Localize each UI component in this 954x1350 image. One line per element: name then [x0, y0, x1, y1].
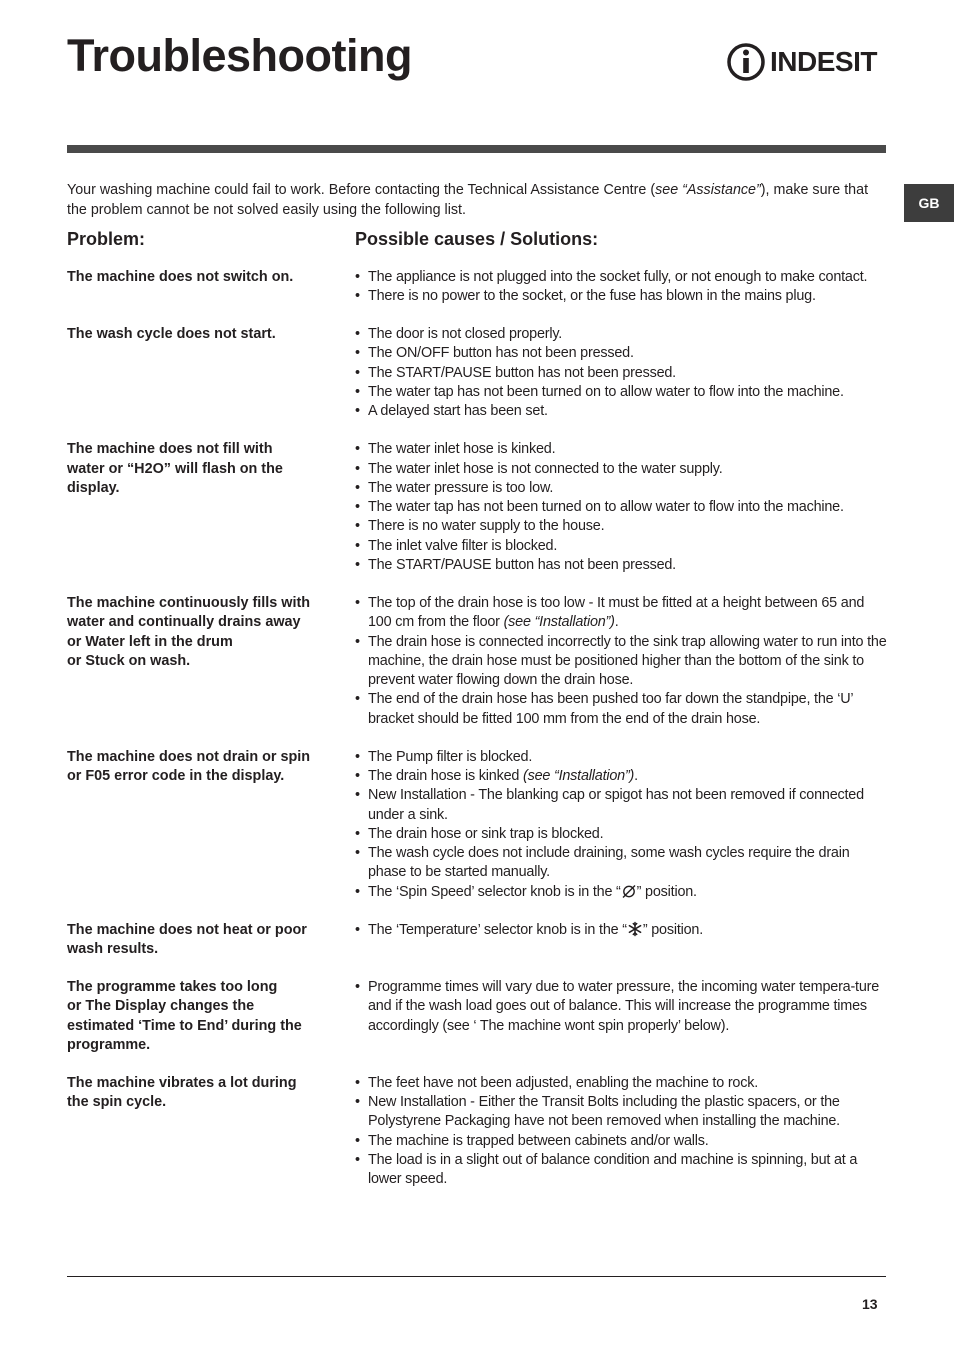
cause-item: [355, 767, 887, 786]
causes-list: [355, 440, 887, 575]
cause-item: [355, 825, 887, 844]
cause-text: The water tap has not been turned on to allow water to flow into the machine.: [368, 499, 844, 516]
cause-text: The drain hose is kinked: [368, 767, 523, 784]
causes-list: [355, 978, 887, 1055]
cause-text: The wash cycle does not include draining, some wash cycles require the drain phase to be started manually.: [368, 845, 850, 881]
problem-text: The wash cycle does not start.: [67, 326, 276, 343]
cause-text: The START/PAUSE button has not been pressed.: [368, 557, 676, 574]
header-rule: [67, 145, 886, 153]
cause-text: The START/PAUSE button has not been pressed.: [368, 364, 676, 381]
cause-text: The appliance is not plugged into the socket fully, or not enough to make contact.: [368, 269, 868, 285]
cause-item: [355, 287, 887, 306]
cause-text: New Installation - The blanking cap or spigot has not been removed if connected under a sink.: [368, 787, 864, 823]
cause-text: The feet have not been adjusted, enabling the machine to rock.: [368, 1074, 759, 1091]
cause-item: [355, 1151, 887, 1190]
intro-text-after: ), make sure that the problem cannot be not solved easily using the following list.: [67, 182, 869, 218]
problem-text: The machine continuously fills with water and continually drains away or Water left in the drum or Stuck on wash.: [67, 594, 311, 669]
intro-text: [67, 180, 882, 220]
cause-text: The water inlet hose is kinked.: [368, 441, 556, 458]
cause-text: New Installation - Either the Transit Bolts including the plastic spacers, or the Polystyrene Packaging have not been removed when installing the machine.: [368, 1094, 840, 1130]
cause-item: [355, 268, 887, 287]
cause-item: [355, 1093, 887, 1132]
installation-ref: (see “Installation”): [522, 767, 635, 784]
cause-item: [355, 479, 887, 498]
cause-tail: .: [634, 767, 638, 784]
footer-rule: [67, 1276, 886, 1277]
cause-item: [355, 978, 887, 1036]
troubleshooting-table: [67, 268, 887, 1208]
problem-text: The machine does not heat or poor wash results.: [67, 921, 307, 957]
table-row: [67, 748, 887, 902]
cause-item: [355, 786, 887, 825]
cause-tail: ” position.: [642, 921, 704, 938]
cause-item: [355, 1074, 887, 1093]
cause-text: The machine is trapped between cabinets and/or walls.: [368, 1132, 709, 1149]
cause-text: There is no power to the socket, or the fuse has blown in the mains plug.: [368, 288, 816, 305]
cause-text: The drain hose or sink trap is blocked.: [368, 825, 604, 842]
cause-text: The Pump filter is blocked.: [368, 748, 533, 765]
table-row: [67, 325, 887, 421]
cause-text: The water tap has not been turned on to allow water to flow into the machine.: [368, 384, 844, 401]
table-row: [67, 594, 887, 729]
table-row: [67, 268, 887, 307]
indesit-logo: [726, 40, 888, 84]
table-row: [67, 921, 887, 960]
intro-text-before: Your washing machine could fail to work. Before contacting the Technical Assistance Centre (: [67, 182, 656, 198]
problem-column-heading: Problem:: [67, 229, 146, 249]
installation-ref: (see “Installation”): [503, 614, 615, 631]
cause-item: [355, 440, 887, 459]
cause-text: The inlet valve filter is blocked.: [368, 537, 558, 554]
causes-list: [355, 1074, 887, 1190]
cause-item: [355, 556, 887, 575]
causes-list: [355, 921, 887, 960]
problem-text: The machine does not fill with water or “H2O” will flash on the display.: [67, 441, 283, 496]
problem-text: The machine vibrates a lot during the spin cycle.: [67, 1074, 297, 1111]
causes-list: [355, 268, 887, 307]
intro-assistance-ref: see “Assistance”: [655, 182, 761, 198]
cause-text: The door is not closed properly.: [368, 326, 563, 343]
cause-text: The water inlet hose is not connected to the water supply.: [368, 460, 723, 477]
problem-text: The machine does not switch on.: [67, 269, 294, 285]
cause-text: The water pressure is too low.: [368, 479, 554, 496]
cause-item: [355, 364, 887, 383]
problem-text: The programme takes too long or The Display changes the estimated ‘Time to End’ during the programme.: [67, 979, 302, 1054]
cause-tail: ” position.: [636, 883, 697, 900]
cause-text: There is no water supply to the house.: [368, 518, 605, 535]
language-tab: GB: [904, 184, 954, 222]
cause-text: The top of the drain hose is too low - It must be fitted at a height between 65 and 100 cm from the floor: [368, 594, 865, 631]
problem-text: The machine does not drain or spin or F05 error code in the display.: [67, 748, 311, 784]
indesit-i-icon: [726, 40, 766, 84]
cause-item: [355, 748, 887, 767]
page-number: 13: [862, 1296, 878, 1312]
cause-text: The ON/OFF button has not been pressed.: [368, 345, 634, 362]
cause-item: [355, 325, 887, 344]
cause-item: [355, 633, 887, 691]
cause-text: A delayed start has been set.: [368, 403, 548, 420]
cause-item: [355, 921, 887, 940]
causes-list: [355, 748, 887, 902]
cause-text: The ‘Spin Speed’ selector knob is in the “: [368, 883, 621, 900]
causes-list: [355, 594, 887, 729]
cause-text: The ‘Temperature’ selector knob is in the “: [368, 921, 627, 938]
cause-item: [355, 383, 887, 402]
cause-text: The drain hose is connected incorrectly to the sink trap allowing water to run into the machine, the drain hose must be positioned higher than the bottom of the sink to prevent water flowing down the drain hose.: [368, 633, 887, 689]
table-row: [67, 440, 887, 575]
no-spin-icon: [621, 883, 637, 899]
cause-item: [355, 402, 887, 421]
brand-name: INDESIT: [770, 46, 877, 77]
cause-item: [355, 460, 887, 479]
cause-item: [355, 498, 887, 517]
cause-text: The load is in a slight out of balance condition and machine is spinning, but at a lower speed.: [368, 1151, 858, 1188]
solutions-column-heading: Possible causes / Solutions:: [355, 229, 599, 249]
cause-item: [355, 690, 887, 729]
cause-item: [355, 844, 887, 883]
table-row: [67, 1074, 887, 1190]
page-title: Troubleshooting: [67, 30, 412, 81]
cause-tail: .: [614, 614, 619, 631]
cause-text: Programme times will vary due to water pressure, the incoming water tempera-ture and if the wash load goes out of balance. This will increase the programme times accordingly (see ‘ The machine wont spin properly’ below).: [368, 979, 880, 1034]
cause-text: The end of the drain hose has been pushed too far down the standpipe, the ‘U’ bracket should be fitted 100 mm from the end of the drain hose.: [368, 691, 853, 727]
snowflake-icon: [627, 921, 643, 937]
cause-item: [355, 594, 887, 633]
cause-item: [355, 517, 887, 536]
cause-item: [355, 344, 887, 363]
table-row: [67, 978, 887, 1055]
cause-item: [355, 883, 887, 902]
causes-list: [355, 325, 887, 421]
cause-item: [355, 537, 887, 556]
cause-item: [355, 1132, 887, 1151]
